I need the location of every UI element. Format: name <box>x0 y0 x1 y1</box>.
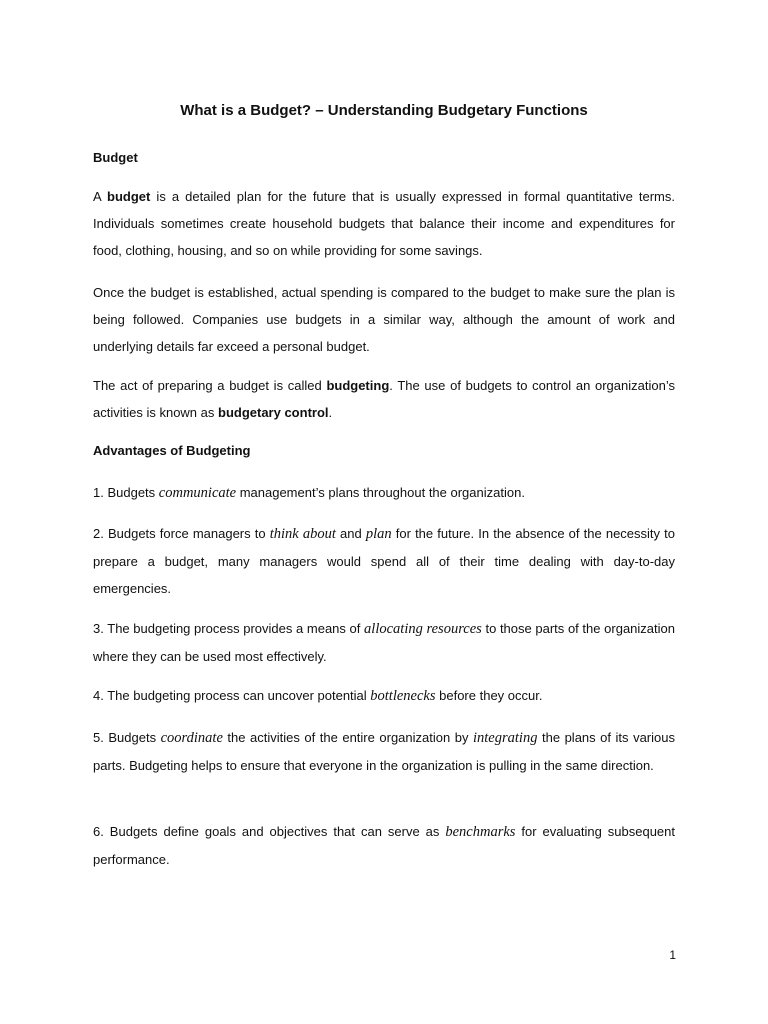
text-run: for the future. In the absence of the necessity to prepare a budget, many managers would spend all of their time dealing with day-to-day emergencies. <box>93 526 676 596</box>
paragraph-text <box>93 520 675 602</box>
paragraph-text <box>93 724 675 779</box>
italic-term: allocating resources <box>364 621 482 637</box>
text-run: the plans of its various parts. Budgeting helps to ensure that everyone in the organization is pulling in the same direction. <box>93 730 675 773</box>
text-run: to those parts of the organization where they can be used most effectively. <box>93 621 675 664</box>
paragraph-text <box>93 372 675 426</box>
text-run: for evaluating subsequent performance. <box>93 824 675 867</box>
document-title: What is a Budget? – Understanding Budgetary Functions <box>180 102 588 119</box>
paragraph-text <box>93 615 675 670</box>
text-run: The act of preparing a budget is called <box>93 378 327 393</box>
text-run: . <box>328 405 333 420</box>
heading-text: Budget <box>93 150 138 165</box>
text-run: 1. Budgets <box>93 485 159 500</box>
section-heading-advantages <box>93 443 675 458</box>
advantage-item-4 <box>93 682 675 710</box>
text-run: the activities of the entire organization by <box>222 730 473 745</box>
italic-term: coordinate <box>160 730 223 746</box>
paragraph-budgeting-definition <box>93 372 675 426</box>
text-run: 6. Budgets define goals and objectives that can serve as <box>93 824 446 839</box>
paragraph-budget-spending <box>93 279 675 360</box>
italic-term: communicate <box>158 485 237 501</box>
advantage-item-2 <box>93 520 675 602</box>
paragraph-text <box>93 818 675 873</box>
text-run: is a detailed plan for the future that is usually expressed in formal quantitative terms. Individuals sometimes create household budgets that balance their income and expenditures for food, clothing, housing, and so on while providing for some savings. <box>93 189 675 258</box>
text-run: 3. The budgeting process provides a means of <box>93 621 365 636</box>
text-run: and <box>335 526 366 541</box>
text-run: 5. Budgets <box>93 730 161 745</box>
text-run: Once the budget is established, actual spending is compared to the budget to make sure the plan is being followed. Companies use budgets in a similar way, although the amount of work and underlying details far exceed a personal budget. <box>93 285 675 354</box>
text-run: 4. The budgeting process can uncover potential <box>93 688 371 703</box>
text-run: . The use of budgets to control an organization’s activities is known as <box>93 378 675 420</box>
advantage-item-3 <box>93 615 675 670</box>
text-run: A <box>93 189 108 204</box>
bold-term: budgetary control <box>218 405 329 420</box>
paragraph-text <box>93 183 675 264</box>
paragraph-text <box>93 279 675 360</box>
italic-term: benchmarks <box>445 824 516 840</box>
paragraph-text <box>93 479 675 507</box>
heading-text: Advantages of Budgeting <box>93 443 251 458</box>
section-heading-budget <box>93 150 675 165</box>
italic-term: think about <box>269 526 336 542</box>
text-run: management’s plans throughout the organization. <box>236 485 525 500</box>
advantage-item-6 <box>93 818 675 873</box>
italic-term: integrating <box>473 730 538 746</box>
text-run: before they occur. <box>435 688 543 703</box>
advantage-item-1 <box>93 479 675 507</box>
text-run: 2. Budgets force managers to <box>93 526 270 541</box>
advantage-item-5 <box>93 724 675 779</box>
paragraph-text <box>93 682 675 710</box>
bold-term: budgeting <box>326 378 390 393</box>
bold-term: budget <box>107 189 151 204</box>
paragraph-budget-definition <box>93 183 675 264</box>
italic-term: plan <box>365 526 392 542</box>
italic-term: bottlenecks <box>370 688 436 704</box>
page-number: 1 <box>669 948 676 962</box>
